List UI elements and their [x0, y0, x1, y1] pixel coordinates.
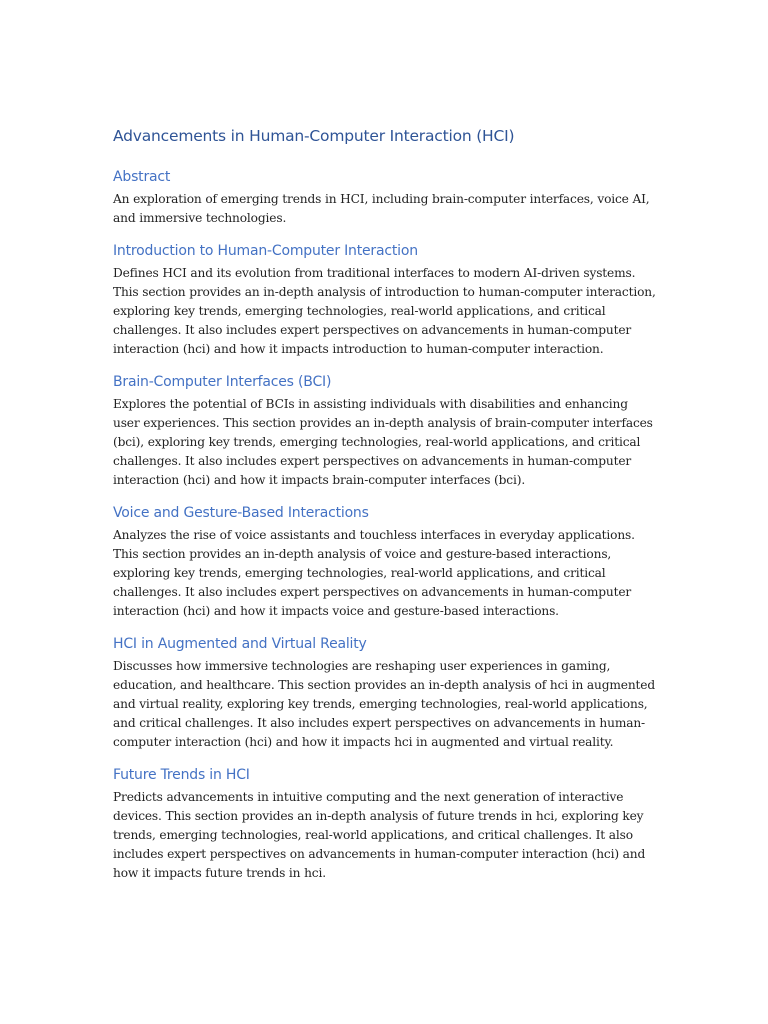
- section-heading: Future Trends in HCI: [113, 767, 250, 783]
- section-heading: Abstract: [113, 169, 171, 185]
- section-ar-vr: [113, 635, 658, 752]
- section-body: Explores the potential of BCIs in assisting individuals with disabilities and enhancing user experiences. This section provides an in-depth analysis of brain-computer interfaces (bci), exploring key trends, emerging technologies, real-world applications, and critical challenges. It also includes expert perspectives on advancements in human-computer interaction (hci) and how it impacts brain-computer interfaces (bci).: [113, 397, 653, 487]
- section-abstract: [113, 168, 658, 228]
- section-body: Discusses how immersive technologies are reshaping user experiences in gaming, education, and healthcare. This section provides an in-depth analysis of hci in augmented and virtual reality, exploring key trends, emerging technologies, real-world applications, and critical challenges. It also includes expert perspectives on advancements in human-computer interaction (hci) and how it impacts hci in augmented and virtual reality.: [113, 659, 655, 749]
- document-title: Advancements in Human-Computer Interaction (HCI): [113, 127, 515, 145]
- section-heading: Brain-Computer Interfaces (BCI): [113, 374, 332, 390]
- section-heading: Voice and Gesture-Based Interactions: [113, 505, 369, 521]
- section-heading: HCI in Augmented and Virtual Reality: [113, 636, 367, 652]
- section-body: Defines HCI and its evolution from traditional interfaces to modern AI-driven systems. This section provides an in-depth analysis of introduction to human-computer interaction, exploring key trends, emerging technologies, real-world applications, and critical challenges. It also includes expert perspectives on advancements in human-computer interaction (hci) and how it impacts introduction to human-computer interaction.: [113, 266, 656, 356]
- section-introduction: [113, 242, 658, 359]
- section-body: An exploration of emerging trends in HCI, including brain-computer interfaces, voice AI, and immersive technologies.: [113, 192, 650, 225]
- section-future-trends: [113, 766, 658, 883]
- section-body: Analyzes the rise of voice assistants and touchless interfaces in everyday applications. This section provides an in-depth analysis of voice and gesture-based interactions, exploring key trends, emerging technologies, real-world applications, and critical challenges. It also includes expert perspectives on advancements in human-computer interaction (hci) and how it impacts voice and gesture-based interactions.: [113, 528, 635, 618]
- document-page: [113, 126, 658, 897]
- section-body: Predicts advancements in intuitive computing and the next generation of interactive devices. This section provides an in-depth analysis of future trends in hci, exploring key trends, emerging technologies, real-world applications, and critical challenges. It also includes expert perspectives on advancements in human-computer interaction (hci) and how it impacts future trends in hci.: [113, 790, 646, 880]
- section-heading: Introduction to Human-Computer Interaction: [113, 243, 418, 259]
- section-voice-gesture: [113, 504, 658, 621]
- section-bci: [113, 373, 658, 490]
